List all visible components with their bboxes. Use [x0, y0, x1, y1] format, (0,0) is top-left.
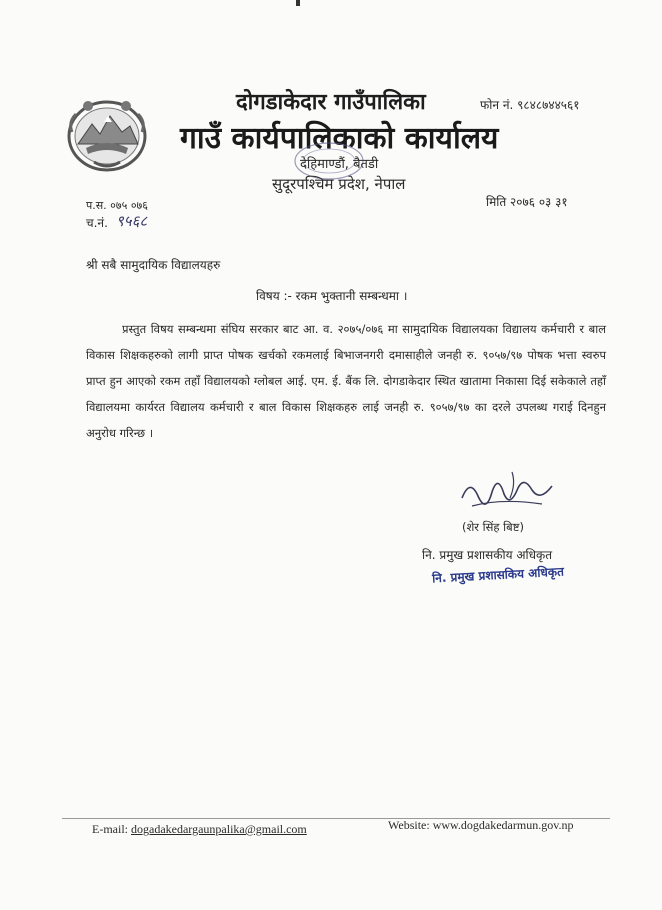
letter-date: मिति २०७६ ०३ ३१	[486, 195, 568, 209]
office-title: गाउँ कार्यपालिकाको कार्यालय	[180, 121, 499, 156]
dispatch-number-handwritten: ९५६८	[116, 212, 148, 230]
address-line-1: देहिमाण्डौं, बैतडी	[300, 157, 379, 172]
email-link[interactable]: dogadakedargaunpalika@gmail.com	[131, 822, 307, 836]
email-label: E-mail:	[92, 822, 131, 836]
phone-number: फोन नं. ९८४८७४४५६१	[480, 98, 580, 112]
scan-mark	[296, 0, 300, 6]
footer-email	[92, 822, 307, 837]
letter-body: प्रस्तुत विषय सम्बन्धमा संघिय सरकार बाट आ. व. २०७५/०७६ मा सामुदायिक विद्यालयका विद्यालय कर्मचारी र बाल विकास शिक्षकहरुको लागी प्राप्त पोषक खर्चको रकमलाई बिभाजनगरी दमासाहीले जनही रु. ९०५७/९७ पोषक भत्ता स्वरुप प्राप्त हुन आएको रकम तहाँ विद्यालयको ग्लोबल आई. एम. ई. बैंक लि. दोगडाकेदार स्थित खातामा निकासा दिई सकेकाले तहाँ विद्यालयमा कार्यरत विद्यालय कर्मचारी र बाल विकास शिक्षकहरु लाई जनही रु. ९०५७/९७ का दरले उपलब्ध गराई दिनहुन अनुरोध गरिन्छ ।	[86, 322, 606, 440]
signatory-title: नि. प्रमुख प्रशासकीय अधिकृत	[422, 548, 553, 562]
nepal-emblem-logo	[64, 92, 150, 174]
office-name: दोगडाकेदार गाउँपालिका	[236, 90, 426, 115]
signatory-name: (शेर सिंह बिष्ट)	[462, 520, 524, 534]
subject-line: विषय :- रकम भुक्तानी सम्बन्धमा ।	[256, 289, 408, 303]
handwritten-signature	[452, 468, 562, 516]
address-line-2: सुदूरपश्चिम प्रदेश, नेपाल	[272, 175, 406, 193]
signatory-stamp: नि. प्रमुख प्रशासकिय अधिकृत	[431, 564, 565, 586]
dispatch-number-label: च.नं.	[86, 216, 108, 230]
reference-number: प.स. ०७५ ०७६	[86, 199, 148, 212]
footer-website[interactable]: Website: www.dogdakedarmun.gov.np	[388, 818, 574, 832]
recipient: श्री सबै सामुदायिक विद्यालयहरु	[86, 258, 221, 272]
